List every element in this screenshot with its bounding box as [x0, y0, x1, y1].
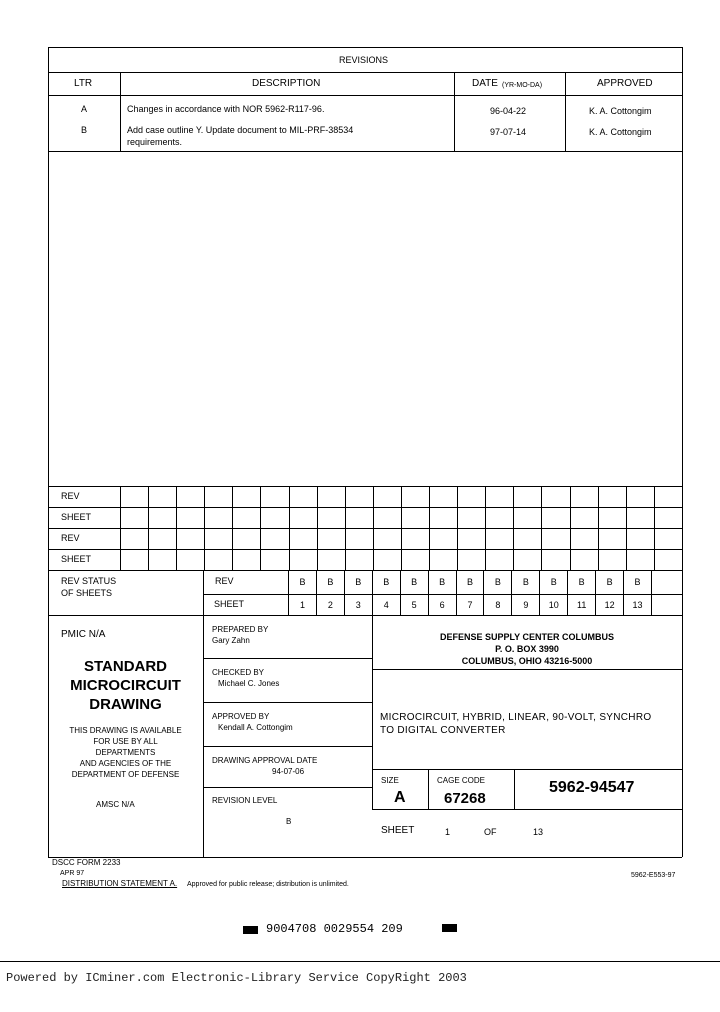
grid-label-rev: REV: [61, 491, 80, 501]
grid-cell: [598, 528, 626, 549]
grid-row: [120, 486, 682, 507]
grid-cell: [148, 549, 176, 570]
grid-cell: [345, 507, 373, 528]
agency-name: DEFENSE SUPPLY CENTER COLUMBUS: [439, 632, 615, 642]
sheet-number-cell: 1: [288, 594, 316, 615]
drawing-title: DRAWING: [89, 696, 162, 713]
grid-cell: [513, 528, 541, 549]
date-header: DATE: [472, 78, 498, 89]
of-sheets-label: OF SHEETS: [61, 588, 113, 598]
grid-cell: [485, 549, 513, 570]
grid-cell: [120, 507, 148, 528]
grid-cell: [401, 486, 429, 507]
sheet-number: 1: [445, 827, 451, 837]
grid-cell: [541, 486, 569, 507]
rev-row-ltr: B: [81, 125, 88, 135]
description-header: DESCRIPTION: [252, 78, 321, 89]
grid-cell: [541, 507, 569, 528]
sheet-number-cell: 13: [623, 594, 652, 615]
standard-title: STANDARD: [83, 658, 168, 675]
rev-status-sheet-row: [288, 594, 652, 615]
grid-cell: [373, 549, 401, 570]
grid-cell: [570, 507, 598, 528]
rev-row-approved: K. A. Cottongim: [589, 106, 652, 116]
grid-cell: [176, 507, 204, 528]
sheet-number-cell: 12: [595, 594, 623, 615]
grid-cell: [373, 528, 401, 549]
grid-cell: [513, 507, 541, 528]
rev-status-cell: B: [316, 570, 344, 594]
grid-cell: [232, 486, 260, 507]
drawing-title-line: TO DIGITAL CONVERTER: [380, 725, 506, 736]
grid-cell: [148, 528, 176, 549]
rev-status-cell: B: [623, 570, 652, 594]
grid-label-sheet: SHEET: [61, 512, 92, 522]
sheet-number-cell: 7: [456, 594, 484, 615]
grid-cell: [289, 528, 317, 549]
sheet-number-cell: 8: [483, 594, 511, 615]
sheet-number-cell: 6: [428, 594, 456, 615]
sheet-row-label: SHEET: [214, 599, 245, 609]
rev-status-cell: B: [372, 570, 400, 594]
grid-cell: [317, 528, 345, 549]
grid-cell: [345, 528, 373, 549]
rev-status-cell: B: [400, 570, 428, 594]
rev-status-cell: B: [456, 570, 484, 594]
barcode-text: 9004708 0029554 209: [266, 922, 403, 936]
grid-cell: [373, 486, 401, 507]
rev-status-cell: B: [288, 570, 316, 594]
rev-row-description: Add case outline Y. Update document to MIL-PRF-38534: [127, 125, 354, 135]
barcode-mark-right: [442, 924, 457, 932]
grid-cell: [204, 528, 232, 549]
sheet-number-cell: 2: [316, 594, 344, 615]
grid-cell: [513, 486, 541, 507]
rev-row-description: Changes in accordance with NOR 5962-R117-96.: [127, 104, 325, 114]
grid-cell: [626, 549, 654, 570]
revision-level-label: REVISION LEVEL: [212, 796, 278, 805]
rev-status-cell: B: [344, 570, 372, 594]
grid-cell: [176, 486, 204, 507]
grid-cell: [232, 528, 260, 549]
sheet-number-cell: 11: [567, 594, 595, 615]
powered-by-notice: Powered by ICminer.com Electronic-Library Service CopyRight 2003: [6, 971, 467, 985]
total-sheets: 13: [533, 827, 544, 837]
grid-cell: [485, 528, 513, 549]
grid-cell: [373, 507, 401, 528]
grid-cell: [429, 507, 457, 528]
grid-label-sheet: SHEET: [61, 554, 92, 564]
prepared-by-name: Gary Zahn: [212, 636, 250, 645]
grid-cell: [204, 486, 232, 507]
distribution-label: DISTRIBUTION STATEMENT A.: [62, 879, 178, 888]
grid-cell: [626, 528, 654, 549]
approval-date-label: DRAWING APPROVAL DATE: [212, 756, 318, 765]
barcode-mark-left: [243, 926, 258, 934]
grid-cell: [345, 486, 373, 507]
approved-header: APPROVED: [597, 78, 653, 89]
microcircuit-title: MICROCIRCUIT: [70, 677, 181, 694]
grid-cell: [260, 486, 288, 507]
grid-cell: [654, 528, 682, 549]
grid-cell: [429, 528, 457, 549]
grid-cell: [485, 486, 513, 507]
form-date: APR 97: [60, 870, 85, 877]
availability-line: AND AGENCIES OF THE: [79, 759, 172, 768]
grid-row: [120, 507, 682, 528]
grid-cell: [345, 549, 373, 570]
grid-cell: [570, 549, 598, 570]
availability-line: FOR USE BY ALL: [93, 737, 158, 746]
grid-cell: [289, 549, 317, 570]
rev-status-rev-row: [288, 570, 652, 594]
grid-cell: [626, 486, 654, 507]
grid-cell: [401, 507, 429, 528]
ltr-header: LTR: [74, 78, 93, 89]
grid-cell: [260, 507, 288, 528]
checked-by-label: CHECKED BY: [212, 668, 265, 677]
grid-cell: [457, 528, 485, 549]
sheet-number-cell: 10: [539, 594, 567, 615]
sheet-number-cell: 4: [372, 594, 400, 615]
drawing-title-line: MICROCIRCUIT, HYBRID, LINEAR, 90-VOLT, SYNCHRO: [380, 712, 652, 723]
approval-date: 94-07-06: [272, 767, 305, 776]
grid-cell: [204, 549, 232, 570]
sheet-number-cell: 5: [400, 594, 428, 615]
of-label: OF: [484, 827, 497, 837]
rev-row-approved: K. A. Cottongim: [589, 127, 652, 137]
rev-status-label: REV STATUS: [61, 576, 117, 586]
grid-cell: [148, 507, 176, 528]
grid-label-rev: REV: [61, 533, 80, 543]
sheet-label: SHEET: [381, 825, 415, 836]
grid-cell: [654, 486, 682, 507]
grid-cell: [429, 486, 457, 507]
availability-line: DEPARTMENTS: [95, 748, 156, 757]
grid-row: [120, 528, 682, 549]
grid-cell: [513, 549, 541, 570]
distribution-text: Approved for public release; distribution is unlimited.: [187, 881, 349, 888]
agency-box: P. O. BOX 3990: [495, 644, 559, 654]
grid-cell: [204, 507, 232, 528]
grid-cell: [120, 549, 148, 570]
amsc-label: AMSC N/A: [96, 800, 135, 809]
rev-status-cell: B: [567, 570, 595, 594]
rev-row-date: 96-04-22: [490, 106, 527, 116]
grid-cell: [317, 549, 345, 570]
cage-code-label: CAGE CODE: [437, 776, 486, 785]
grid-cell: [541, 528, 569, 549]
grid-cell: [457, 486, 485, 507]
grid-cell: [176, 549, 204, 570]
rev-status-cell: B: [483, 570, 511, 594]
grid-cell: [317, 486, 345, 507]
form-number: DSCC FORM 2233: [52, 858, 121, 867]
grid-cell: [598, 486, 626, 507]
grid-cell: [541, 549, 569, 570]
grid-cell: [485, 507, 513, 528]
rev-row-label: REV: [215, 576, 234, 586]
grid-cell: [654, 507, 682, 528]
prepared-by-label: PREPARED BY: [212, 625, 269, 634]
rev-status-cell: B: [511, 570, 539, 594]
availability-line: THIS DRAWING IS AVAILABLE: [69, 726, 182, 735]
revisions-title: REVISIONS: [339, 55, 389, 65]
availability-line: DEPARTMENT OF DEFENSE: [71, 770, 180, 779]
drawing-number: 5962-94547: [549, 779, 635, 796]
rev-status-cell: B: [595, 570, 623, 594]
grid-cell: [232, 507, 260, 528]
sheet-number-cell: 3: [344, 594, 372, 615]
grid-row: [120, 549, 682, 570]
rev-status-cell: B: [428, 570, 456, 594]
grid-cell: [457, 507, 485, 528]
approved-by-name: Kendall A. Cottongim: [218, 723, 293, 732]
grid-cell: [654, 549, 682, 570]
grid-cell: [570, 528, 598, 549]
grid-cell: [289, 486, 317, 507]
rev-row-description-cont: requirements.: [127, 137, 183, 147]
revision-level: B: [286, 817, 292, 826]
grid-cell: [401, 549, 429, 570]
date-format: (YR-MO-DA): [502, 82, 543, 89]
grid-cell: [626, 507, 654, 528]
grid-cell: [260, 549, 288, 570]
agency-city: COLUMBUS, OHIO 43216-5000: [461, 656, 593, 666]
grid-cell: [317, 507, 345, 528]
grid-cell: [120, 528, 148, 549]
grid-cell: [176, 528, 204, 549]
cage-code-value: 67268: [444, 790, 486, 807]
document-code: 5962-E553-97: [631, 872, 676, 879]
rev-row-date: 97-07-14: [490, 127, 527, 137]
rev-status-cell: B: [539, 570, 567, 594]
grid-cell: [457, 549, 485, 570]
size-value: A: [394, 789, 406, 806]
grid-cell: [232, 549, 260, 570]
checked-by-name: Michael C. Jones: [218, 679, 280, 688]
size-label: SIZE: [381, 776, 399, 785]
pmic-label: PMIC N/A: [61, 629, 106, 640]
sheet-number-cell: 9: [511, 594, 539, 615]
grid-cell: [598, 549, 626, 570]
grid-cell: [570, 486, 598, 507]
grid-cell: [429, 549, 457, 570]
rev-row-ltr: A: [81, 104, 88, 114]
grid-cell: [289, 507, 317, 528]
grid-cell: [260, 528, 288, 549]
approved-by-label: APPROVED BY: [212, 712, 270, 721]
grid-cell: [120, 486, 148, 507]
grid-cell: [598, 507, 626, 528]
grid-cell: [148, 486, 176, 507]
grid-cell: [401, 528, 429, 549]
